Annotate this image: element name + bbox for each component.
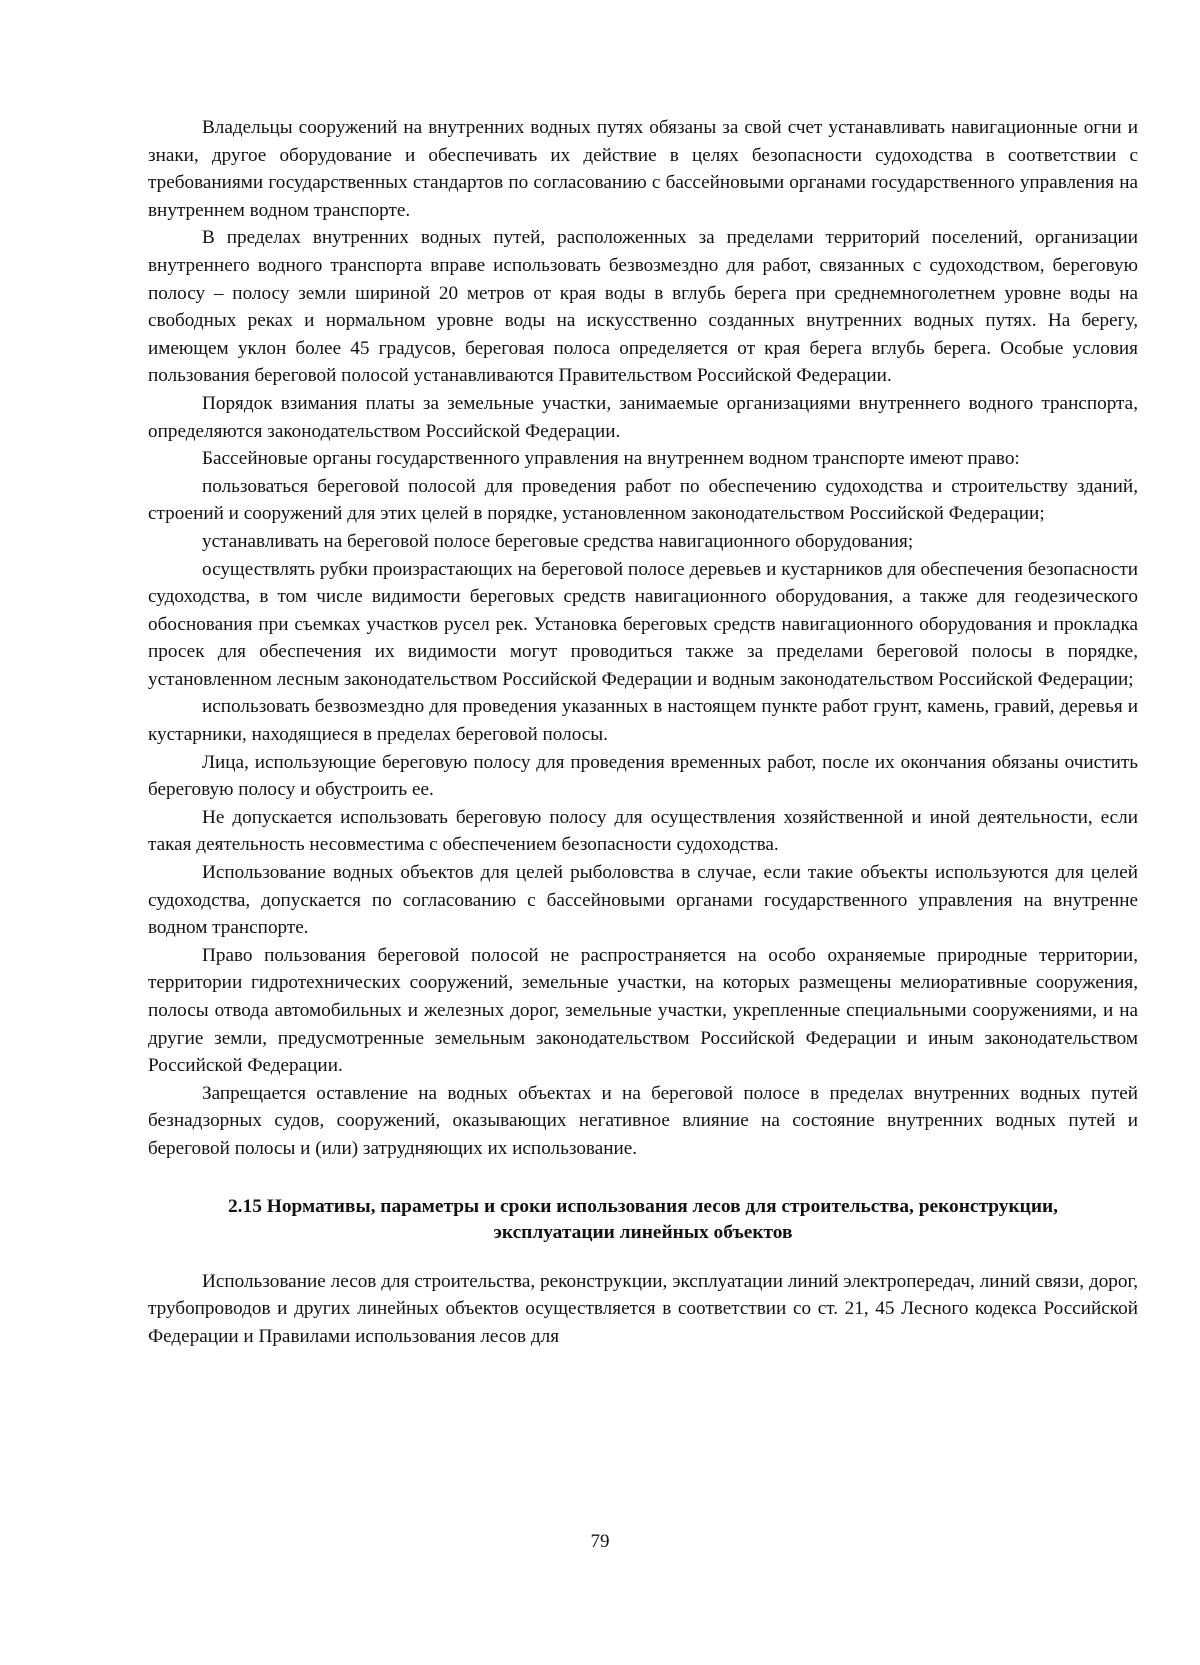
page-number: 79 [590,1531,610,1552]
body-paragraph: В пределах внутренних водных путей, расположенных за пределами территорий поселений, организации внутреннего водного транспорта вправе использовать безвозмездно для работ, связанных с судоходством, береговую полосу – полосу земли шириной 20 метров от края воды в вглубь берега при среднемноголетнем уровне воды на свободных реках и нормальном уровне воды на искусственно созданных внутренних водных путях. На берегу, имеющем уклон более 45 градусов, береговая полоса определяется от края берега вглубь берега. Особые условия пользования береговой полосой устанавливаются Правительством Российской Федерации. [148,227,1138,387]
list-paragraph: пользоваться береговой полосой для проведения работ по обеспечению судоходства и строительству зданий, строений и сооружений для этих целей в порядке, установленном законодательством Российской Федерации; [148,475,1138,525]
list-paragraph: использовать безвозмездно для проведения указанных в настоящем пункте работ грунт, камень, гравий, деревья и кустарники, находящиеся в пределах береговой полосы. [148,696,1138,746]
list-paragraph: устанавливать на береговой полосе береговые средства навигационного оборудования; [202,530,914,552]
body-paragraph: Не допускается использовать береговую полосу для осуществления хозяйственной и иной деятельности, если такая деятельность несовместима с обеспечением безопасности судоходства. [148,806,1138,856]
body-paragraph: Право пользования береговой полосой не распространяется на особо охраняемые природные территории, территории гидротехнических сооружений, земельные участки, на которых размещены мелиоративные сооружения, полосы отвода автомобильных и железных дорог, земельные участки, укрепленные специальными сооружениями, и на другие земли, предусмотренные земельным законодательством Российской Федерации и иным законодательством Российской Федерации. [148,944,1138,1077]
list-paragraph: осуществлять рубки произрастающих на береговой полосе деревьев и кустарников для обеспечения безопасности судоходства, в том числе видимости береговых средств навигационного оборудования, а также для геодезического обоснования при съемках участков русел рек. Установка береговых средств навигационного оборудования и прокладка просек для обеспечения их видимости могут проводиться также за пределами береговой полосы в порядке, установленном лесным законодательством Российской Федерации и водным законодательством Российской Федерации; [148,558,1138,690]
body-paragraph: Бассейновые органы государственного управления на внутреннем водном транспорте имеют право: [202,448,1020,470]
body-paragraph: Использование водных объектов для целей рыболовства в случае, если такие объекты используются для целей судоходства, допускается по согласованию с бассейновыми органами государственного управления на внутренне водном транспорте. [148,862,1138,939]
body-paragraph: Запрещается оставление на водных объектах и на береговой полосе в пределах внутренних водных путей безнадзорных судов, сооружений, оказывающих негативное влияние на состояние внутренних водных путей и береговой полосы и (или) затрудняющих их использование. [148,1082,1138,1159]
body-paragraph: Использование лесов для строительства, реконструкции, эксплуатации линий электропередач, линий связи, дорог, трубопроводов и других линейных объектов осуществляется в соответствии со ст. 21, 45 Лесного кодекса Российской Федерации и Правилами использования лесов для [148,1270,1138,1347]
document-body [148,114,1138,1350]
body-paragraph: Лица, использующие береговую полосу для проведения временных работ, после их окончания обязаны очистить береговую полосу и обустроить ее. [148,751,1138,801]
section-heading: 2.15 Нормативы, параметры и сроки использования лесов для строительства, реконструкции, эксплуатации линейных объектов [227,1195,1059,1243]
body-paragraph: Владельцы сооружений на внутренних водных путях обязаны за свой счет устанавливать навигационные огни и знаки, другое оборудование и обеспечивать их действие в целях безопасности судоходства в соответствии с требованиями государственных стандартов по согласованию с бассейновыми органами государственного управления на внутреннем водном транспорте. [148,117,1138,221]
body-paragraph: Порядок взимания платы за земельные участки, занимаемые организациями внутреннего водного транспорта, определяются законодательством Российской Федерации. [148,392,1138,442]
